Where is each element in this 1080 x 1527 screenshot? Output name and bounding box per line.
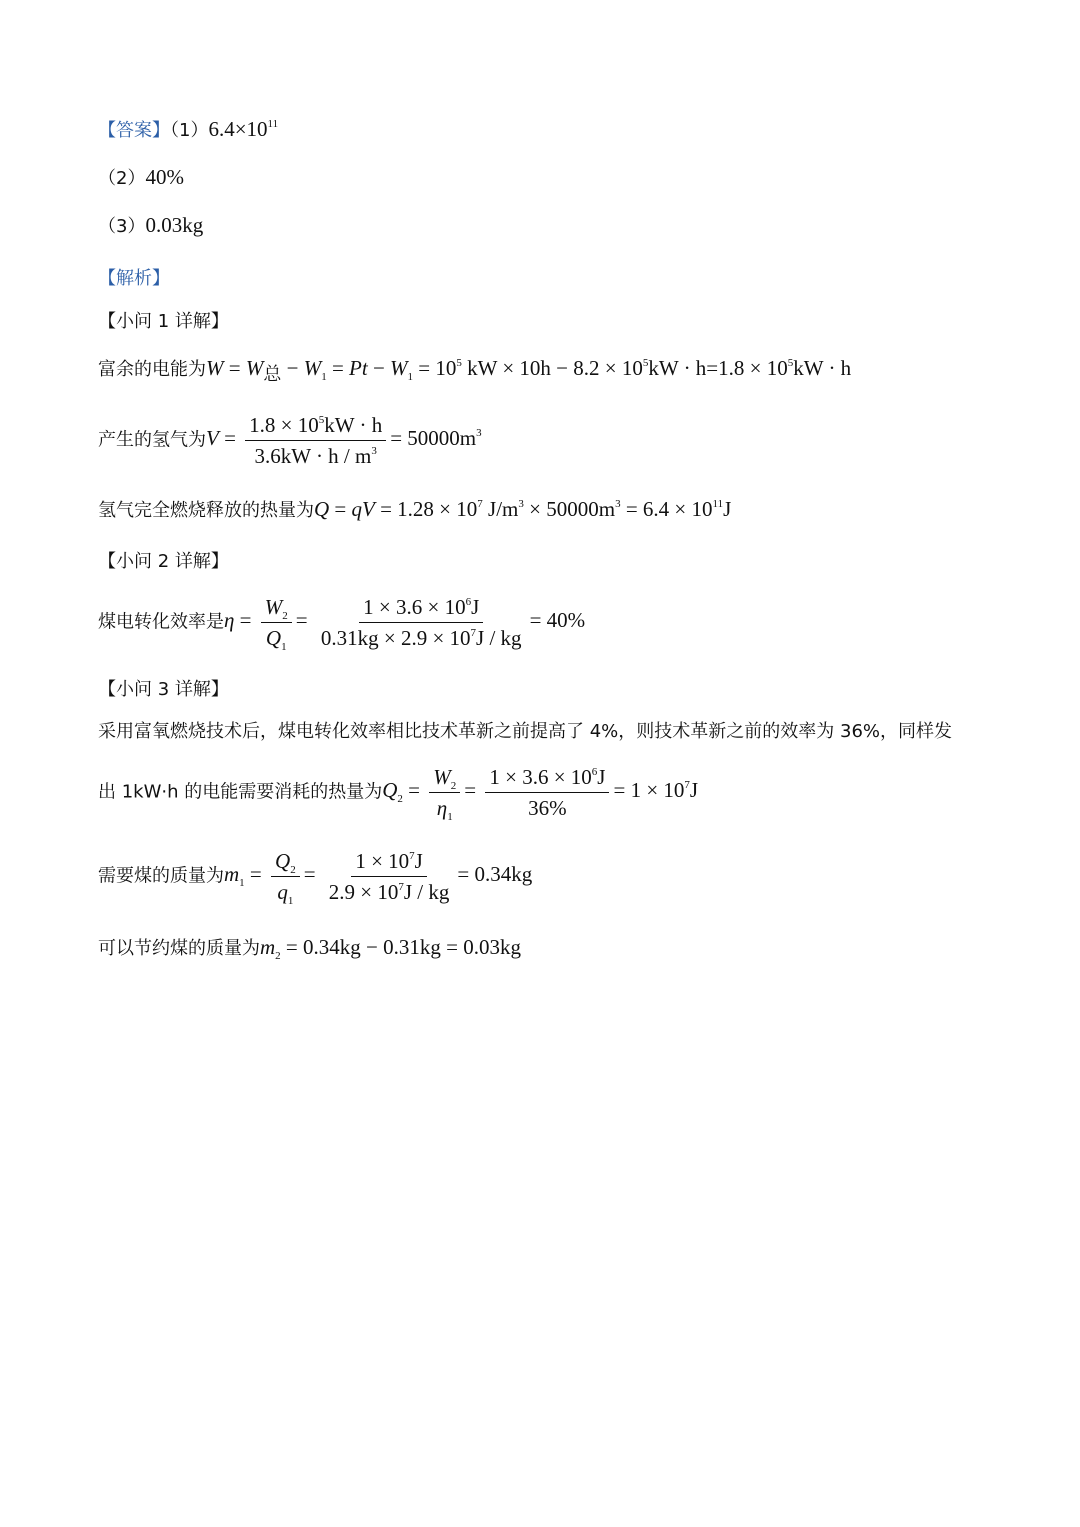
q3-value: 0.03kg <box>145 213 204 237</box>
q3-label: （3） <box>98 216 146 237</box>
sub2-header: 【小问 2 详解】 <box>98 551 229 572</box>
sub3-text: 采用富氧燃烧技术后，煤电转化效率相比技术革新之前提高了 4%，则技术革新之前的效率为 36%，同样发 <box>98 721 953 742</box>
sub1-header: 【小问 1 详解】 <box>98 311 229 332</box>
answer-tag: 【答案】 <box>98 120 170 141</box>
q2-value: 40% <box>145 165 184 189</box>
q1-label: （1） <box>170 120 209 141</box>
answer-q2 <box>98 164 184 190</box>
sub3-required-heat: 出 1kW·h 的电能需要消耗的热量为$Q_2$ = $\frac{W_2}{\eta_1}$ = $\frac{1 \times 3.6 \times 10^6J}{36\%}$ = $1 \times 10^7J$ <box>98 765 699 823</box>
answer-q3 <box>98 212 203 238</box>
sub3-header: 【小问 3 详解】 <box>98 679 229 700</box>
sub1-heat-released: 氢气完全燃烧释放的热量为Q = qV = $1.28 \times 10^7$ $J/m^3 \times 50000m^3 = 6.4 \times 10^{11}J$ <box>98 497 732 521</box>
answer-q1 <box>98 116 278 142</box>
q1-value: $6.4\times 10^{11}$ <box>208 117 279 141</box>
sub1-surplus-energy: 富余的电能为$W = W_总 - W_1 = Pt - W_1 = 10^5$ kW × $10h - 8.2 \times 10^5kW \cdot h=1.8 \times 10^5kW \cdot h$ <box>98 356 852 385</box>
q2-label: （2） <box>98 168 146 189</box>
sub3-coal-saved: 可以节约煤的质量为$m_2 = 0.34kg - 0.31kg = 0.03kg$ <box>98 935 521 962</box>
sub3-coal-mass: 需要煤的质量为$m_1$ = $\frac{Q_2}{q_1}$ = $\frac{1 \times 10^7J}{2.9 \times 10^7J / kg}$ = 0.34kg <box>98 849 533 907</box>
sub1-hydrogen-volume: 产生的氢气为V = $\frac{1.8 \times 10^5kW \cdot h}{3.6kW \cdot h / m^3}$ = $50000m^3$ <box>98 413 482 468</box>
analysis-tag: 【解析】 <box>98 268 170 289</box>
sub2-efficiency: 煤电转化效率是η = $\frac{W_2}{Q_1}$ = $\frac{1 \times 3.6 \times 10^6J}{0.31kg \times 2.9 \times 10^7J / kg}$ = 40% <box>98 595 586 653</box>
